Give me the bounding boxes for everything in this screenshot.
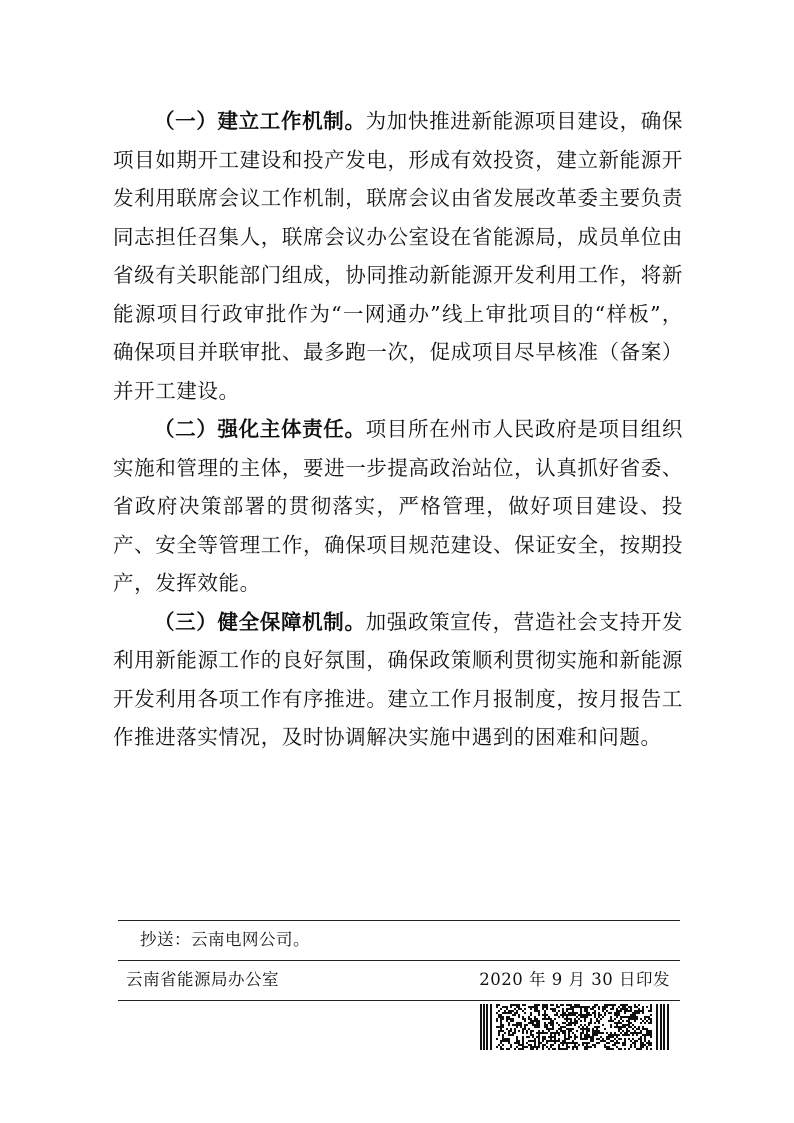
- document-body: [113, 102, 683, 757]
- paragraph-text: 加强政策宣传，营造社会支持开发利用新能源工作的良好氛围，确保政策顺利贯彻实施和新能源开发利用各项工作有序推进。建立工作月报制度，按月报告工作推进落实情况，及时协调解决实施中遇到的困难和问题。: [113, 609, 683, 749]
- paragraph-text: 为加快推进新能源项目建设，确保项目如期开工建设和投产发电，形成有效投资，建立新能源开发利用联席会议工作机制，联席会议由省发展改革委主要负责同志担任召集人，联席会议办公室设在省能源局，成员单位由省级有关职能部门组成，协同推动新能源开发利用工作，将新能源项目行政审批作为“一网通办”线上审批项目的“样板”，确保项目并联审批、最多跑一次，促成项目尽早核准（备案）并开工建设。: [113, 109, 683, 403]
- issuing-office: 云南省能源局办公室: [126, 970, 279, 989]
- paragraph-work-mechanism: [113, 102, 683, 410]
- footer-middle-rule: [118, 960, 680, 961]
- paragraph-heading: （三）健全保障机制。: [154, 609, 366, 634]
- document-barcode: [480, 1004, 670, 1050]
- paragraph-heading: （二）强化主体责任。: [154, 417, 366, 441]
- footer-top-rule: [118, 920, 680, 921]
- issue-date: 2020 年 9 月 30 日印发: [479, 970, 670, 989]
- paragraph-main-responsibility: [113, 410, 683, 603]
- paragraph-text: 项目所在州市人民政府是项目组织实施和管理的主体，要进一步提高政治站位，认真抓好省委、省政府决策部署的贯彻落实，严格管理，做好项目建设、投产、安全等管理工作，确保项目规范建设、保证安全，按期投产，发挥效能。: [113, 417, 683, 595]
- footer-bottom-rule: [118, 1000, 680, 1001]
- paragraph-heading: （一）建立工作机制。: [154, 109, 366, 133]
- paragraph-guarantee-mechanism: [113, 603, 683, 757]
- cc-recipients: 抄送：云南电网公司。: [140, 930, 310, 949]
